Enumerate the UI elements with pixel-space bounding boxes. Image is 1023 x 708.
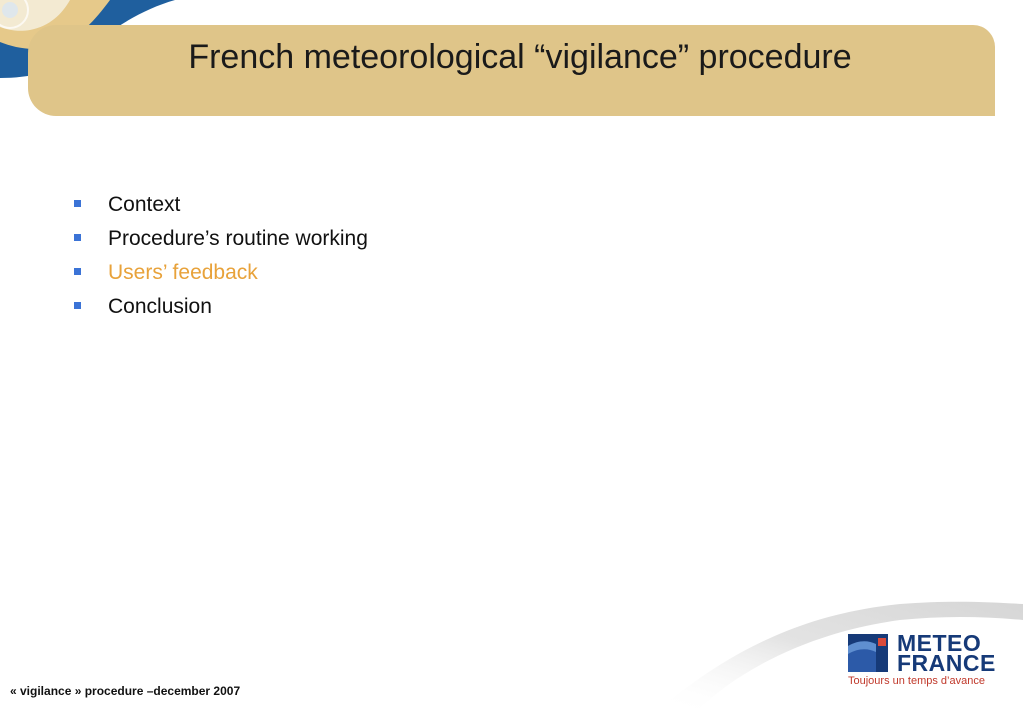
agenda-item-text: Procedure’s routine working <box>108 227 368 250</box>
square-bullet-icon <box>74 268 81 275</box>
agenda-item-text: Conclusion <box>108 295 212 318</box>
agenda-item-text: Context <box>108 193 181 216</box>
agenda-item-text-highlighted: Users’ feedback <box>108 261 258 284</box>
square-bullet-icon <box>74 200 81 207</box>
logo-wordmark-line2: FRANCE <box>897 650 996 676</box>
logo-tagline: Toujours un temps d’avance <box>848 675 985 687</box>
footer-text: « vigilance » procedure –december 2007 <box>10 684 241 698</box>
square-bullet-icon <box>74 302 81 309</box>
slide-title: French meteorological “vigilance” procedure <box>188 38 852 76</box>
logo-wordmark-line1: METEO <box>897 630 982 656</box>
square-bullet-icon <box>74 234 81 241</box>
meteo-france-logo <box>848 632 998 690</box>
meteo-france-emblem-icon <box>848 634 888 672</box>
